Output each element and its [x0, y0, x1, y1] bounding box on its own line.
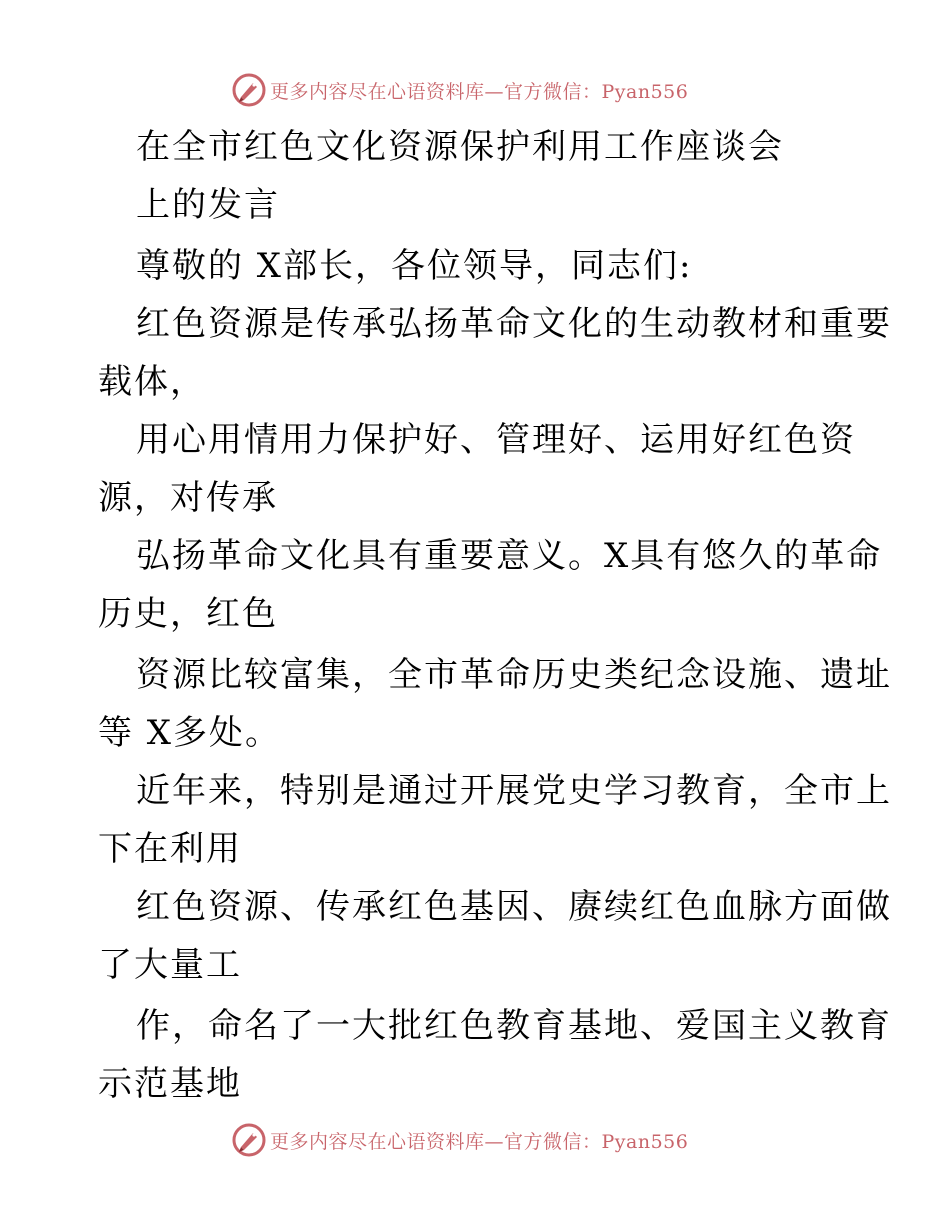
watermark-footer [232, 1120, 688, 1160]
body-line: 示范基地 [98, 1064, 242, 1104]
body-line: 历史，红色 [98, 594, 278, 634]
body-line: 源，对传承 [98, 478, 278, 518]
pen-nib-logo-icon [232, 1123, 266, 1157]
watermark-text: 更多内容尽在心语资料库—官方微信：Pyan556 [270, 80, 689, 103]
body-line: 资源比较富集，全市革命历史类纪念设施、遗址 [136, 655, 892, 695]
body-line: 红色资源、传承红色基因、赓续红色血脉方面做 [136, 887, 892, 927]
watermark-header [232, 70, 688, 110]
body-line: 用心用情用力保护好、管理好、运用好红色资 [136, 420, 856, 460]
watermark-text: 更多内容尽在心语资料库—官方微信：Pyan556 [270, 1130, 689, 1153]
title-line-2: 上的发言 [136, 185, 280, 225]
body-line: 下在利用 [98, 829, 242, 869]
body-line: 载体， [98, 362, 206, 402]
body-line: 等 X多处。 [98, 713, 282, 753]
body-line: 红色资源是传承弘扬革命文化的生动教材和重要 [136, 304, 892, 344]
body-line: 作，命名了一大批红色教育基地、爱国主义教育 [136, 1006, 892, 1046]
salutation: 尊敬的 X部长，各位领导，同志们: [136, 246, 693, 286]
title-line-1: 在全市红色文化资源保护利用工作座谈会 [136, 127, 784, 167]
body-line: 弘扬革命文化具有重要意义。X具有悠久的革命 [136, 536, 883, 576]
pen-nib-logo-icon [232, 73, 266, 107]
body-line: 近年来，特别是通过开展党史学习教育，全市上 [136, 771, 892, 811]
body-line: 了大量工 [98, 945, 242, 985]
